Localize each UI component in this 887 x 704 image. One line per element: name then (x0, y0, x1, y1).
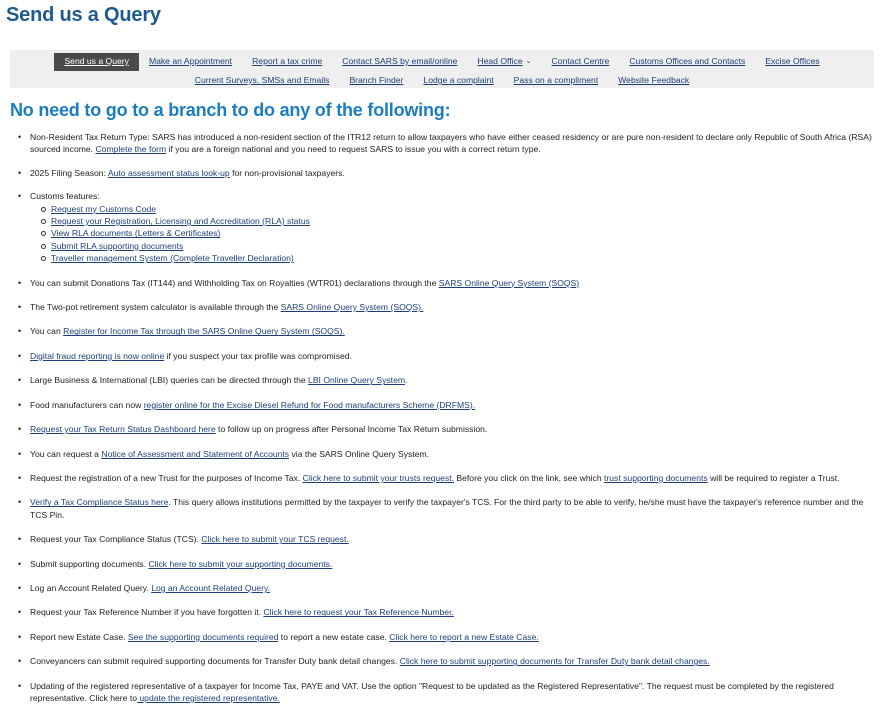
link-sars-online-query-system-soqs[interactable]: SARS Online Query System (SOQS) (438, 277, 580, 288)
link-update-the-registered-representative[interactable]: update the registered representative. (137, 692, 280, 703)
query-navigation-bar (10, 50, 874, 88)
nav-link-label: Make an Appointment (148, 56, 233, 66)
item-text: You can request a (30, 448, 102, 459)
page-title: Send us a Query (6, 4, 161, 26)
item-text: to follow up on progress after Personal Income Tax Return submission. (215, 424, 488, 435)
link-digital-fraud-reporting-is-now-online[interactable]: Digital fraud reporting is now online (30, 350, 165, 361)
list-item (30, 325, 875, 337)
nav-link-head-office[interactable] (467, 53, 541, 71)
nav-row-secondary (10, 72, 874, 89)
nav-link-branch-finder[interactable] (339, 72, 413, 89)
list-item (30, 558, 875, 570)
item-text: Updating of the registered representative of a taxpayer for Income Tax, PAYE and VAT. Use the option "Request to be updated as the Registered Representative". The request must be completed by the registered representative. Click here to (30, 680, 834, 703)
list-item (30, 399, 875, 411)
item-text: Request your Tax Reference Number if you have forgotten it. (30, 607, 264, 618)
list-item (30, 277, 875, 289)
nav-link-contact-centre[interactable] (542, 53, 620, 71)
link-click-here-to-submit-your-tcs-request[interactable]: Click here to submit your TCS request. (201, 534, 349, 545)
list-item (30, 301, 875, 313)
service-list (30, 131, 875, 704)
link-traveller-management-system-complete-tra[interactable]: Traveller management System (Complete Traveller Declaration) (51, 253, 294, 264)
link-log-an-account-related-query[interactable]: Log an Account Related Query. (151, 582, 270, 593)
item-text: for non-provisional taxpayers. (229, 167, 345, 178)
list-item (30, 423, 875, 435)
item-text: to report a new estate case. (278, 631, 390, 642)
list-item (30, 606, 875, 618)
nav-link-label: Pass on a compliment (513, 75, 599, 85)
list-item (30, 655, 875, 667)
section-heading: No need to go to a branch to do any of the following: (10, 100, 451, 120)
list-item (30, 350, 875, 362)
link-complete-the-form[interactable]: Complete the form (95, 144, 167, 155)
item-text: Food manufacturers can now (30, 399, 144, 410)
nav-link-label: Current Surveys, SMSs and Emails (194, 75, 330, 85)
item-text: . This query allows institutions permitted by the taxpayer to verify the taxpayer's TCS. For the third party to be able to verify, he/she must have the taxpayer's reference number and the TCS Pin. (30, 497, 864, 520)
nav-link-send-us-a-query[interactable] (54, 53, 139, 71)
link-register-online-for-the-excise-diesel-re[interactable]: register online for the Excise Diesel Refund for Food manufacturers Scheme (DRFMS). (143, 399, 476, 410)
link-request-my-customs-code[interactable]: Request my Customs Code (51, 203, 157, 214)
nav-link-make-an-appointment[interactable] (139, 53, 242, 71)
nav-link-label: Customs Offices and Contacts (629, 56, 746, 66)
link-verify-a-tax-compliance-status-here[interactable]: Verify a Tax Compliance Status here (30, 497, 169, 508)
item-text: Submit supporting documents. (30, 558, 149, 569)
link-see-the-supporting-documents-required[interactable]: See the supporting documents required (127, 631, 279, 642)
item-text: . (405, 375, 408, 386)
list-item (30, 472, 875, 484)
nav-link-label: Website Feedback (618, 75, 690, 85)
item-text: Before you click on the link, see which (454, 472, 605, 483)
list-item (30, 374, 875, 386)
link-click-here-to-submit-supporting-document[interactable]: Click here to submit supporting documents for Transfer Duty bank detail changes. (399, 656, 710, 667)
link-click-here-to-submit-your-trusts-request[interactable]: Click here to submit your trusts request. (302, 472, 455, 483)
link-lbi-online-query-system[interactable]: LBI Online Query System (308, 375, 406, 386)
link-sars-online-query-system-soqs[interactable]: SARS Online Query System (SOQS). (280, 302, 424, 313)
link-auto-assessment-status-look-up[interactable]: Auto assessment status look-up (107, 167, 230, 178)
nav-link-label: Head Office (477, 56, 523, 66)
item-text: Report new Estate Case. (30, 631, 128, 642)
sub-list-item (51, 203, 875, 215)
item-text: will be required to register a Trust. (707, 472, 840, 483)
list-item (30, 582, 875, 594)
nav-link-label: Report a tax crime (252, 56, 323, 66)
nav-link-customs-offices-and-contacts[interactable] (619, 53, 755, 71)
nav-link-lodge-a-complaint[interactable] (413, 72, 503, 89)
link-notice-of-assessment-and-statement-of-ac[interactable]: Notice of Assessment and Statement of Accounts (101, 448, 290, 459)
nav-link-contact-sars-by-email-online[interactable] (332, 53, 467, 71)
item-text: if you are a foreign national and you need to request SARS to issue you with a correct return type. (166, 144, 541, 155)
customs-features-list (30, 203, 875, 265)
list-item (30, 631, 875, 643)
item-text: via the SARS Online Query System. (289, 448, 430, 459)
link-click-here-to-submit-your-supporting-doc[interactable]: Click here to submit your supporting documents. (148, 558, 333, 569)
item-text: if you suspect your tax profile was compromised. (164, 350, 352, 361)
nav-link-label: Lodge a complaint (423, 75, 494, 85)
item-text: Request your Tax Compliance Status (TCS). (30, 534, 202, 545)
item-text: Large Business & International (LBI) queries can be directed through the (30, 375, 309, 386)
nav-row-primary (10, 53, 874, 71)
item-text: You can submit Donations Tax (IT144) and Withholding Tax on Royalties (WTR01) declarations through the (30, 277, 439, 288)
item-text: 2025 Filing Season: (30, 167, 108, 178)
list-item (30, 496, 875, 521)
nav-link-label: Branch Finder (349, 75, 404, 85)
sub-list-item (51, 215, 875, 227)
link-click-here-to-request-your-tax-reference[interactable]: Click here to request your Tax Reference Number. (263, 607, 454, 618)
nav-link-report-a-tax-crime[interactable] (242, 53, 332, 71)
nav-link-label: Contact Centre (551, 56, 610, 66)
nav-link-pass-on-a-compliment[interactable] (504, 72, 609, 89)
sub-list-item (51, 240, 875, 252)
list-item (30, 131, 875, 156)
item-text: Log an Account Related Query. (30, 582, 152, 593)
list-item (30, 680, 875, 704)
link-request-your-registration-licensing-and-[interactable]: Request your Registration, Licensing and Accreditation (RLA) status (51, 216, 310, 227)
link-submit-rla-supporting-documents[interactable]: Submit RLA supporting documents (51, 240, 184, 251)
link-request-your-tax-return-status-dashboard[interactable]: Request your Tax Return Status Dashboard here (30, 424, 216, 435)
item-text: The Two-pot retirement system calculator is available through the (30, 302, 281, 313)
list-item (30, 190, 875, 264)
list-item (30, 448, 875, 460)
nav-link-label: Send us a Query (64, 56, 129, 66)
nav-link-website-feedback[interactable] (608, 72, 699, 89)
chevron-down-icon[interactable]: ⌄ (525, 58, 532, 65)
nav-link-excise-offices[interactable] (755, 53, 829, 71)
item-text: Conveyancers can submit required supporting documents for Transfer Duty bank detail changes. (30, 656, 400, 667)
item-text: You can (30, 326, 64, 337)
link-view-rla-documents-letters-certificates[interactable]: View RLA documents (Letters & Certificates) (51, 228, 221, 239)
nav-link-label: Excise Offices (765, 56, 820, 66)
sub-list-item (51, 227, 875, 239)
link-register-for-income-tax-through-the-sars[interactable]: Register for Income Tax through the SARS Online Query System (SOQS). (63, 326, 345, 337)
link-trust-supporting-documents[interactable]: trust supporting documents (604, 472, 708, 483)
nav-link-label: Contact SARS by email/online (342, 56, 458, 66)
nav-link-current-surveys-smss-and-emails[interactable] (185, 72, 340, 89)
link-click-here-to-report-a-new-estate-case[interactable]: Click here to report a new Estate Case. (389, 631, 539, 642)
list-item (30, 533, 875, 545)
item-text: Non-Resident Tax Return Type: SARS has introduced a non-resident section of the ITR12 return to allow taxpayers who have either ceased residency or are pure non-resident to declare only Republic of South Africa (RSA) sourced income. (30, 132, 872, 155)
item-text: Request the registration of a new Trust for the purposes of Income Tax. (30, 472, 303, 483)
list-item (30, 167, 875, 179)
sub-list-item (51, 252, 875, 264)
item-text: Customs features: (30, 191, 100, 202)
